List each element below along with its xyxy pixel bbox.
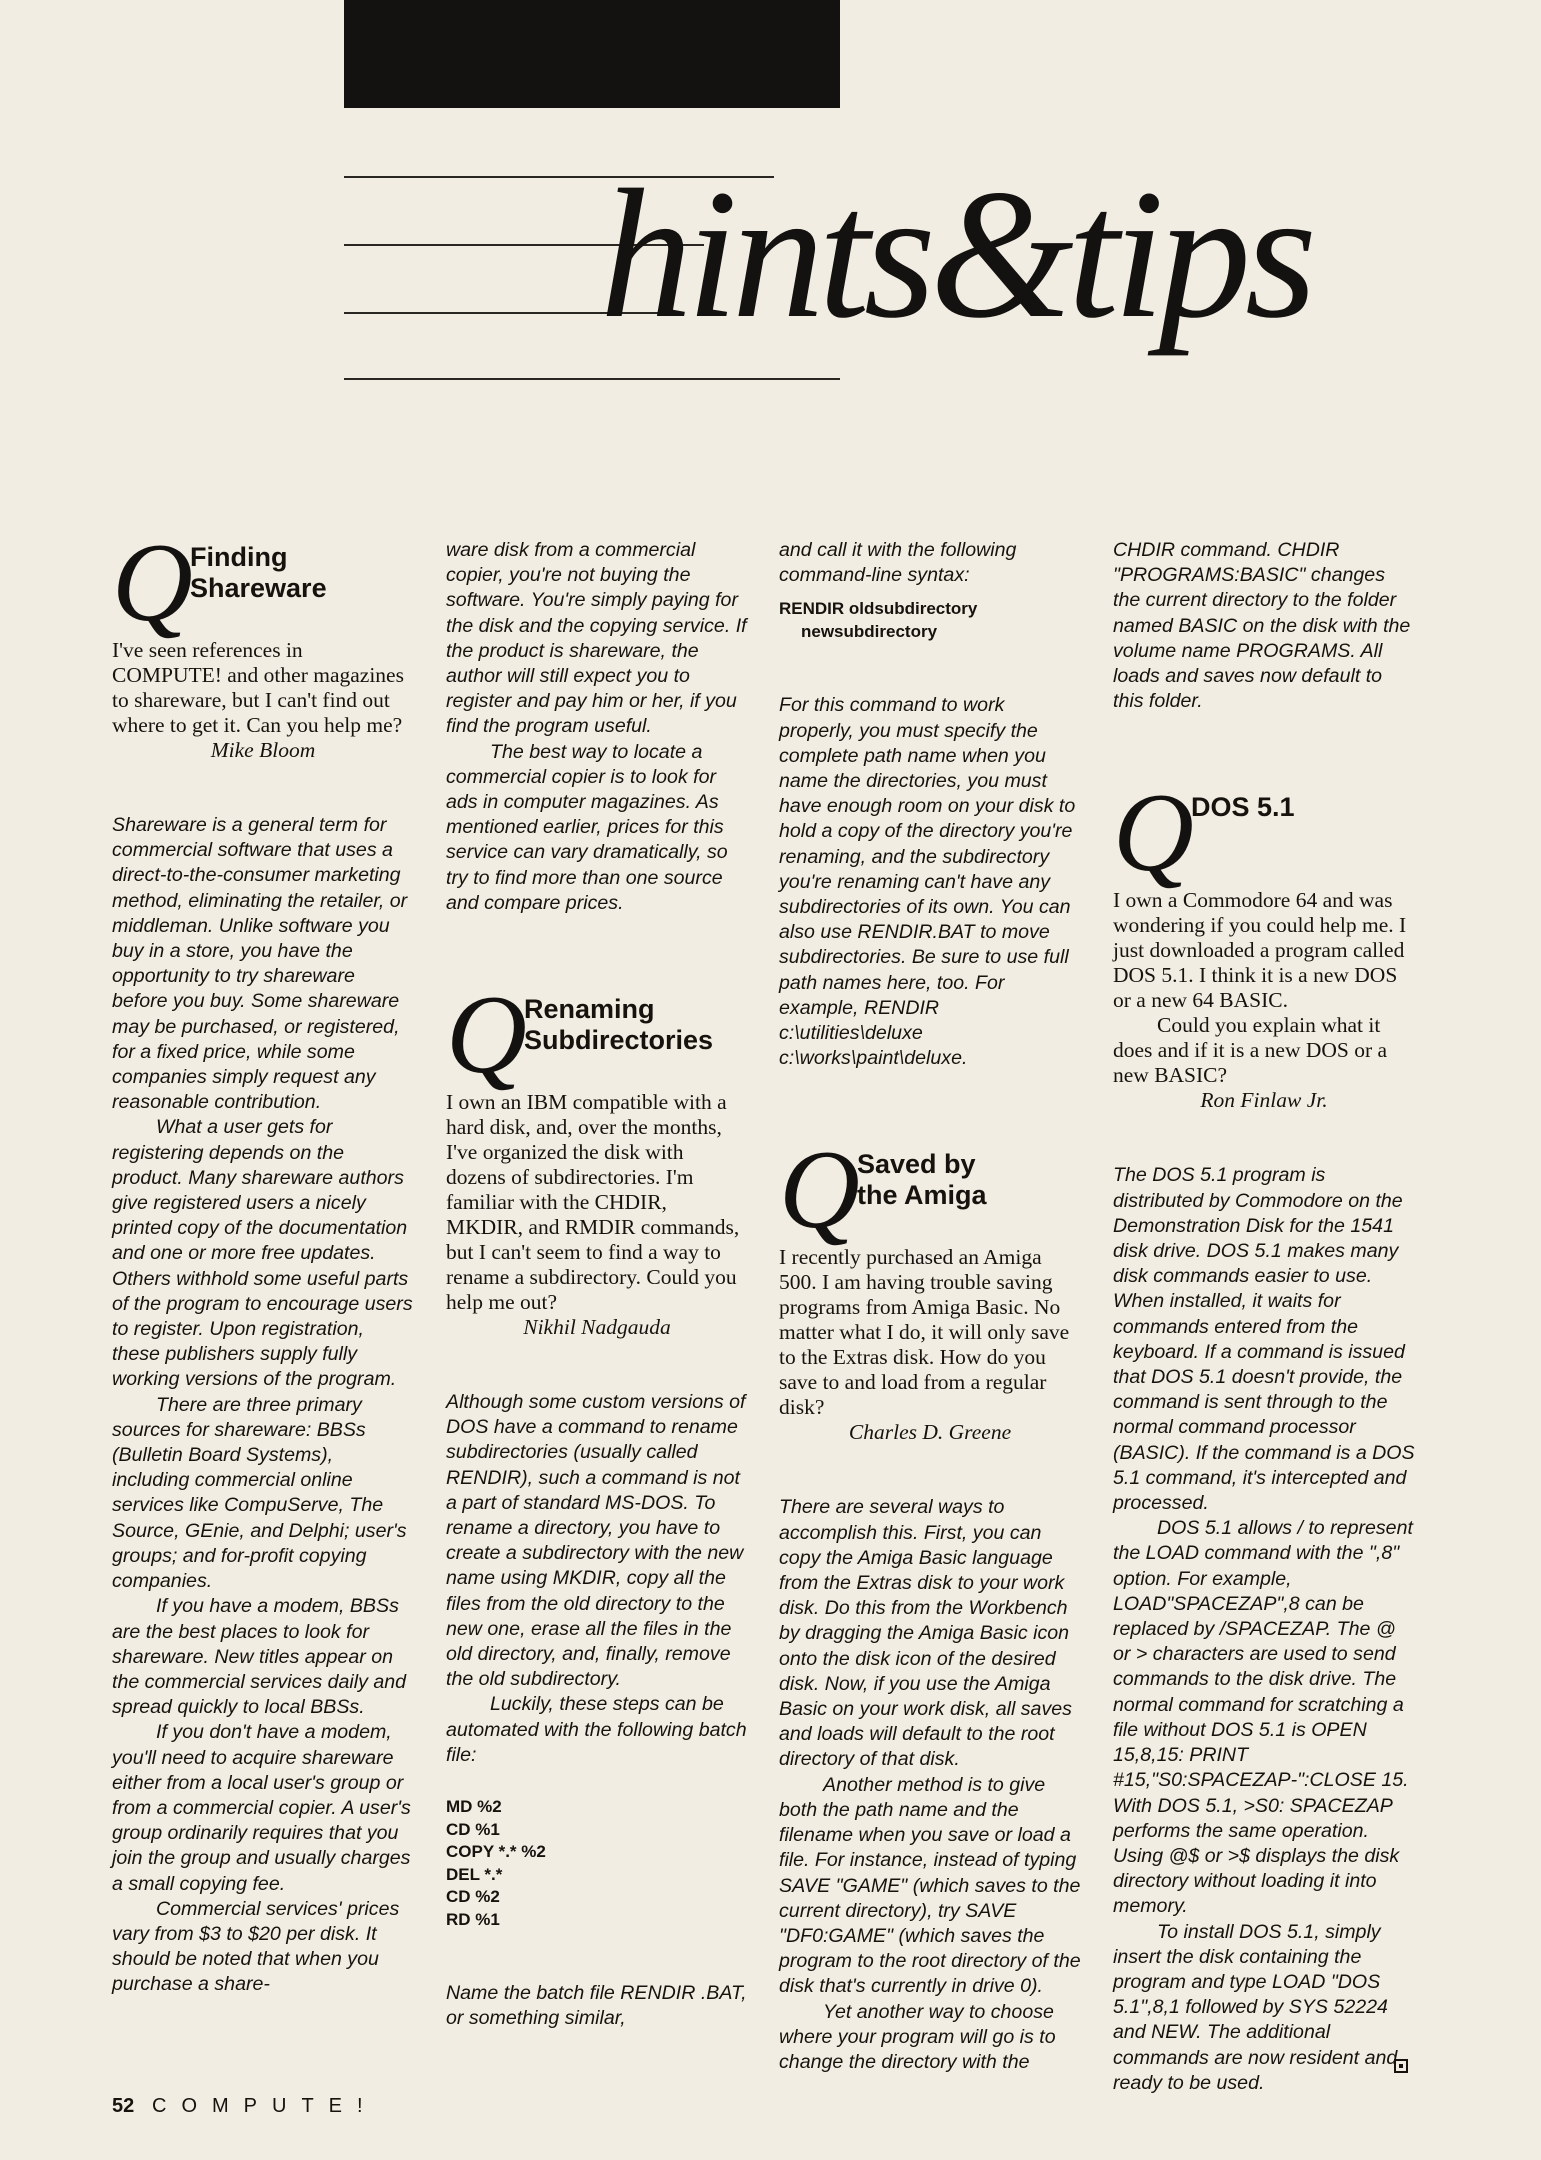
answer-paragraph: and call it with the following command-line syntax:	[779, 539, 1017, 587]
answer-paragraph: Luckily, these steps can be automated with the following batch file:	[446, 1693, 747, 1766]
question-text: I own an IBM compatible with a hard disk, and, over the months, I've organized the disk with dozens of subdirectories. I'm familiar with the CHDIR, MKDIR, and RMDIR commands, but I can't seem to find a way to rename a subdirectory. Could you help me out?	[446, 1090, 740, 1315]
question-heading	[446, 973, 748, 1098]
q-initial: Q	[1113, 771, 1194, 896]
answer-paragraph: Name the batch file RENDIR .BAT, or something similar,	[446, 1982, 747, 2030]
code-line: MD %2	[446, 1797, 502, 1817]
question-title: Saved by the Amiga	[857, 1149, 987, 1211]
end-of-article-icon	[1394, 2059, 1408, 2073]
code-line: CD %2	[446, 1887, 500, 1907]
question-signature: Ron Finlaw Jr.	[1200, 1088, 1328, 1113]
code-line: RD %1	[446, 1909, 500, 1929]
question-title: Finding Shareware	[190, 542, 327, 603]
question-signature: Mike Bloom	[210, 738, 316, 762]
answer-paragraph: The DOS 5.1 program is distributed by Commodore on the Demonstration Disk for the 1541 disk drive. DOS 5.1 makes many disk commands easier to use. When installed, it waits for commands entered from the keyboard. If a command is issued that DOS 5.1 doesn't provide, the command is sent through to the normal command processor (BASIC). If the command is a DOS 5.1 command, it's intercepted and processed.	[1113, 1164, 1415, 1515]
answer-paragraph: Yet another way to choose where your program will go is to change the directory with the	[779, 2000, 1056, 2073]
answer-paragraph: There are three primary sources for shareware: BBSs (Bulletin Board Systems), including commercial online services like CompuServe, The Source, GEnie, and Delphi; user's groups; and for-profit copying companies.	[112, 1393, 407, 1593]
question-text: I recently purchased an Amiga 500. I am having trouble saving programs from Amiga Basic. No matter what I do, it will only save to the Extras disk. How do you save to and load from a regular disk?	[779, 1245, 1070, 1420]
column-4	[1113, 538, 1415, 2096]
answer-paragraph: DOS 5.1 allows / to represent the LOAD command with the ",8" option. For example, LOAD"SPACEZAP",8 can be replaced by /SPACEZAP. The @ or > characters are used to send commands to the disk drive. The normal command for scratching a file without DOS 5.1 is OPEN 15,8,15: PRINT #15,"S0:SPACEZAP-":CLOSE 15. With DOS 5.1, >S0: SPACEZAP performs the same operation. Using @$ or >$ displays the disk directory without loading it into memory.	[1113, 1517, 1413, 1918]
q-initial: Q	[446, 973, 527, 1098]
q-initial: Q	[779, 1128, 860, 1253]
question-signature: Charles D. Greene	[848, 1420, 1012, 1445]
question-text: I've seen references in COMPUTE! and other magazines to shareware, but I can't find out where to get it. Can you help me?	[112, 638, 404, 737]
answer-paragraph: For this command to work properly, you must specify the complete path name when you name the directories, you must have enough room on your disk to hold a copy of the directory you're renaming, and the subdirectory you're renaming can't have any subdirectories of its own. You can also use RENDIR.BAT to move subdirectories. Be sure to use full path names here, too. For example, RENDIR c:\utilities\deluxe c:\works\paint\deluxe.	[779, 694, 1076, 1070]
code-line: CD %1	[446, 1819, 500, 1839]
code-line: newsubdirectory	[801, 621, 938, 641]
column-2	[446, 538, 748, 2032]
masthead-rule	[344, 378, 840, 380]
answer-paragraph: What a user gets for registering depends on the product. Many shareware authors give registered users a nicely printed copy of the documentation and one or more free updates. Others withhold some useful parts of the program to encourage users to register. Upon registration, these publishers supply fully working versions of the program.	[112, 1116, 413, 1391]
question-title: DOS 5.1	[1191, 792, 1295, 823]
section-title: hints&tips	[600, 152, 1311, 357]
magazine-name: COMPUTE!	[152, 2095, 378, 2117]
answer-paragraph: There are several ways to accomplish this. First, you can copy the Amiga Basic language from the Extras disk to your work disk. Do this from the Workbench by dragging the Amiga Basic icon onto the disk icon of the desired disk. Now, if you use the Amiga Basic on your work disk, all saves and loads will default to the root directory of that disk.	[779, 1496, 1072, 1771]
code-line: RENDIR oldsubdirectory	[779, 599, 978, 619]
column-3	[779, 538, 1081, 2075]
answer-paragraph: Commercial services' prices vary from $3 to $20 per disk. It should be noted that when you purchase a share-	[112, 1897, 400, 1996]
answer-paragraph: Shareware is a general term for commercial software that uses a direct-to-the-consumer marketing method, eliminating the retailer, or middleman. Unlike software you buy in a store, you have the opportunity to try shareware before you buy. Some shareware may be purchased, or registered, for a fixed price, while some companies simply request any reasonable contribution.	[112, 814, 408, 1114]
question-heading	[1113, 771, 1415, 896]
code-line: DEL *.*	[446, 1864, 503, 1884]
answer-paragraph: Although some custom versions of DOS have a command to rename subdirectories (usually called RENDIR), such a command is not a part of standard MS-DOS. To rename a directory, you have to create a subdirectory with the new name using MKDIR, copy all the files from the old directory to the new one, erase all the files in the old directory, and, finally, remove the old subdirectory.	[446, 1391, 746, 1691]
answer-paragraph: The best way to locate a commercial copier is to look for ads in computer magazines. As mentioned earlier, prices for this service can vary dramatically, so try to find more than one source and compare prices.	[446, 740, 728, 914]
q-initial: Q	[112, 521, 193, 645]
answer-paragraph: Another method is to give both the path name and the filename when you save or load a file. For instance, instead of typing SAVE "GAME" (which saves to the current directory), try SAVE "DF0:GAME" (which saves the program to the root directory of the disk that's currently in drive 0).	[779, 1773, 1081, 1998]
answer-paragraph: CHDIR command. CHDIR "PROGRAMS:BASIC" changes the current directory to the folder named BASIC on the disk with the volume name PROGRAMS. All loads and saves now default to this folder.	[1113, 539, 1411, 713]
answer-paragraph: If you don't have a modem, you'll need to acquire shareware either from a local user's group or from a commercial copier. A user's group ordinarily requires that you join the group and usually charges a small copying fee.	[112, 1721, 411, 1895]
question-heading	[779, 1128, 1081, 1253]
header-black-block	[344, 0, 840, 108]
question-signature: Nikhil Nadgauda	[523, 1315, 671, 1340]
batch-file-listing	[446, 1796, 748, 1931]
answer-paragraph: ware disk from a commercial copier, you're not buying the software. You're simply paying for the disk and the copying service. If the product is shareware, the author will still expect you to register and pay him or her, if you find the program useful.	[446, 539, 747, 738]
page-number: 52	[112, 2095, 135, 2117]
answer-paragraph: If you have a modem, BBSs are the best places to look for shareware. New titles appear on the commercial services daily and spread quickly to local BBSs.	[112, 1595, 407, 1719]
answer-paragraph: To install DOS 5.1, simply insert the disk containing the program and type LOAD "DOS 5.1",8,1 followed by SYS 52224 and NEW. The additional commands are now resident and ready to be used.	[1113, 1920, 1398, 2094]
question-title: Renaming Subdirectories	[524, 994, 714, 1056]
question-text: Could you explain what it does and if it is a new DOS or a new BASIC?	[1113, 1013, 1388, 1088]
question-heading	[112, 521, 414, 645]
code-line: COPY *.* %2	[446, 1842, 546, 1862]
column-1	[112, 521, 414, 1998]
question-text: I own a Commodore 64 and was wondering if you could help me. I just downloaded a program called DOS 5.1. I think it is a new DOS or a new 64 BASIC.	[1113, 888, 1407, 1013]
